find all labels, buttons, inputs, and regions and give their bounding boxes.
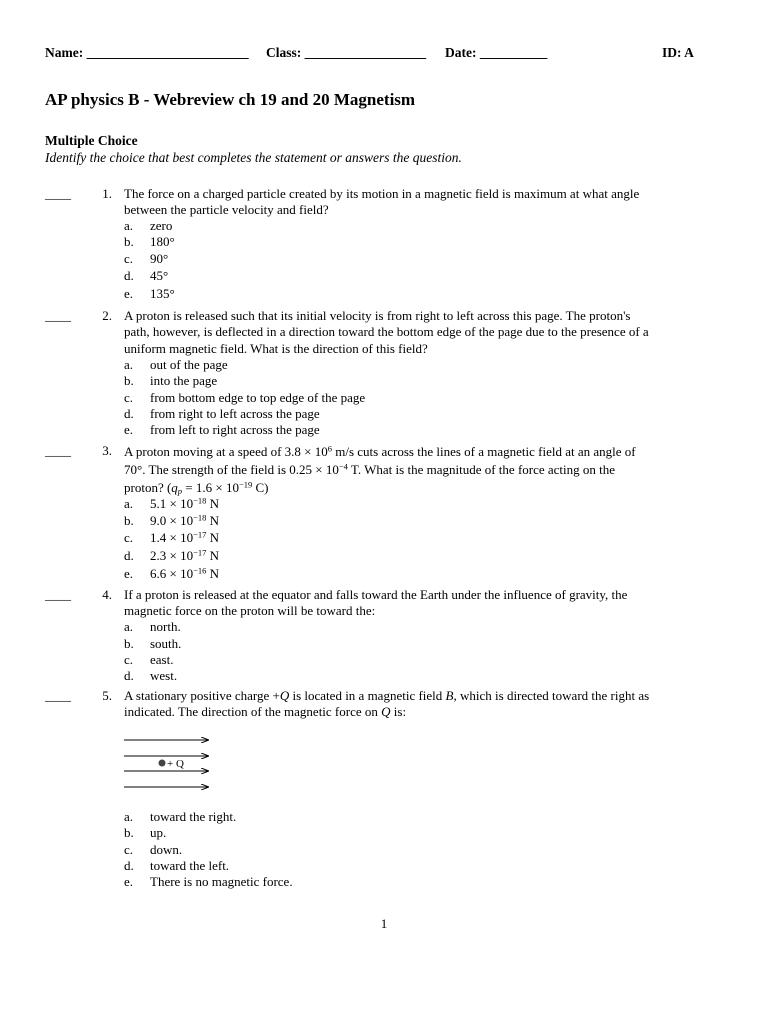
class-field — [266, 45, 426, 61]
option-letter: e. — [124, 874, 134, 889]
question-stem — [124, 186, 724, 219]
option — [124, 652, 173, 668]
option — [124, 874, 293, 890]
exponent: −17 — [193, 529, 207, 540]
stem-text: indicated. The direction of the magnetic force on — [124, 704, 382, 720]
stem-text: is located in a magnetic field — [289, 688, 446, 703]
stem-line: uniform magnetic field. What is the direction of this field? — [124, 340, 428, 356]
option-text: 9.0 × 10 — [150, 513, 194, 528]
option-text: down. — [150, 842, 183, 857]
option — [124, 234, 175, 250]
option — [124, 422, 320, 438]
magnetic-field-figure — [120, 732, 220, 802]
exponent: −18 — [193, 512, 207, 523]
unit: N — [206, 496, 220, 511]
option-letter: d. — [124, 548, 134, 563]
option-letter: b. — [124, 825, 134, 840]
option-text: from bottom edge to top edge of the page — [150, 390, 366, 405]
date-label: Date: — [445, 45, 477, 60]
page-number: 1 — [380, 916, 388, 931]
stem-line: path, however, is deflected in a direction toward the bottom edge of the page due to the presence of a — [124, 324, 649, 340]
option-letter: a. — [124, 809, 134, 824]
stem-line — [124, 688, 724, 704]
option-letter: b. — [124, 636, 134, 651]
option — [124, 496, 219, 512]
option — [124, 218, 172, 234]
option-text: east. — [150, 652, 174, 667]
answer-blank: ____ — [45, 186, 71, 201]
option-text: out of the page — [150, 357, 228, 372]
option — [124, 825, 166, 841]
option-text: into the page — [150, 373, 218, 388]
stem-line: A proton is released such that its initial velocity is from right to left across this page. The proton's — [124, 308, 631, 323]
exponent: −18 — [193, 495, 207, 506]
option-text: south. — [150, 636, 182, 651]
option — [124, 373, 217, 389]
question-number: 2. — [102, 308, 112, 323]
class-line: __________________ — [304, 45, 427, 60]
option-text: 6.6 × 10 — [150, 566, 194, 581]
option-letter: e. — [124, 286, 134, 301]
option-text: zero — [150, 218, 173, 233]
option-letter: c. — [124, 251, 134, 266]
exponent: −16 — [193, 565, 207, 576]
option-text: 5.1 × 10 — [150, 496, 194, 511]
stem-text: proton? ( — [124, 480, 172, 495]
question-stem — [124, 443, 724, 496]
charge-symbol: q — [171, 480, 178, 495]
unit: N — [206, 513, 220, 528]
option — [124, 268, 168, 284]
stem-text: A proton moving at a speed of 3.8 × 10 — [124, 444, 328, 459]
exponent: −19 — [238, 479, 253, 490]
option-text: north. — [150, 619, 181, 634]
question-stem — [124, 587, 724, 620]
stem-text: 70°. The strength of the field is 0.25 × 10 — [124, 462, 339, 477]
charge-symbol: Q — [279, 688, 290, 703]
question-stem — [124, 308, 724, 357]
option — [124, 858, 229, 874]
option — [124, 513, 219, 529]
exponent: −4 — [338, 461, 348, 472]
stem-text: A stationary positive charge + — [124, 688, 280, 703]
stem-text: , which is directed toward the right as — [453, 688, 650, 703]
option-letter: b. — [124, 373, 134, 388]
unit: N — [206, 530, 220, 545]
option-letter: d. — [124, 858, 134, 873]
option-letter: c. — [124, 842, 134, 857]
option — [124, 566, 219, 582]
option-letter: e. — [124, 566, 134, 581]
option — [124, 842, 182, 858]
question-number: 1. — [102, 186, 112, 201]
option-letter: d. — [124, 268, 134, 283]
option-letter: a. — [124, 619, 134, 634]
option-letter: e. — [124, 422, 134, 437]
stem-text: is: — [390, 704, 407, 720]
option-text: toward the left. — [150, 858, 230, 873]
exponent: 6 — [327, 443, 332, 454]
option — [124, 390, 365, 406]
option — [124, 251, 168, 267]
charge-label: + Q — [167, 758, 184, 770]
question-number: 5. — [102, 688, 112, 703]
option-letter: c. — [124, 390, 134, 405]
option — [124, 406, 320, 422]
option-text: from left to right across the page — [150, 422, 320, 437]
stem-text: = 1.6 × 10 — [182, 480, 239, 495]
question-stem — [124, 688, 724, 721]
option — [124, 286, 175, 302]
option-text: toward the right. — [150, 809, 237, 824]
answer-blank: ____ — [45, 587, 71, 602]
name-line: ________________________ — [86, 45, 249, 60]
id-label: ID: A — [662, 45, 694, 60]
option-text: There is no magnetic force. — [150, 874, 293, 889]
stem-line — [124, 479, 724, 496]
section-heading: Multiple Choice — [45, 133, 138, 148]
option-letter: a. — [124, 357, 134, 372]
stem-line: between the particle velocity and field? — [124, 202, 329, 218]
stem-line — [124, 443, 724, 461]
answer-blank: ____ — [45, 308, 71, 323]
charge-dot — [159, 760, 166, 767]
field-symbol: B — [445, 688, 454, 703]
stem-text: m/s cuts across the lines of a magnetic field at an angle of — [332, 444, 636, 459]
option — [124, 809, 236, 825]
option-letter: d. — [124, 668, 134, 683]
stem-line: The force on a charged particle created by its motion in a magnetic field is maximum at what angle — [124, 186, 640, 201]
stem-line: If a proton is released at the equator and falls toward the Earth under the influence of gravity, the — [124, 587, 628, 602]
unit: N — [206, 548, 220, 563]
date-field — [445, 45, 547, 61]
answer-blank: ____ — [45, 443, 71, 458]
answer-blank: ____ — [45, 688, 71, 703]
option — [124, 548, 219, 564]
instructions: Identify the choice that best completes the statement or answers the question. — [45, 150, 462, 165]
name-field — [45, 45, 249, 61]
option — [124, 668, 177, 684]
charge-symbol: Q — [381, 704, 391, 720]
option-text: 135° — [150, 286, 175, 301]
question-number: 4. — [102, 587, 112, 602]
option-text: 1.4 × 10 — [150, 530, 194, 545]
stem-line — [124, 704, 724, 720]
option — [124, 530, 219, 546]
question-number: 3. — [102, 443, 112, 458]
stem-line — [124, 461, 724, 479]
date-line: __________ — [479, 45, 548, 60]
option — [124, 619, 181, 635]
option-letter: d. — [124, 406, 134, 421]
option-letter: b. — [124, 234, 134, 249]
option-letter: c. — [124, 652, 134, 667]
option-letter: c. — [124, 530, 134, 545]
class-label: Class: — [266, 45, 302, 60]
option-letter: a. — [124, 218, 134, 233]
option-text: 45° — [150, 268, 169, 283]
option-text: 90° — [150, 251, 169, 266]
unit: N — [206, 566, 220, 581]
option-letter: b. — [124, 513, 134, 528]
name-label: Name: — [45, 45, 84, 60]
option-letter: a. — [124, 496, 134, 511]
option-text: up. — [150, 825, 167, 840]
subscript: p — [177, 486, 183, 496]
option-text: from right to left across the page — [150, 406, 320, 421]
option-text: 180° — [150, 234, 175, 249]
option-text: 2.3 × 10 — [150, 548, 194, 563]
stem-text: T. What is the magnitude of the force acting on the — [347, 462, 616, 477]
exponent: −17 — [193, 547, 207, 558]
stem-text: C) — [252, 480, 269, 495]
option — [124, 636, 181, 652]
option — [124, 357, 228, 373]
stem-line: magnetic force on the proton will be toward the: — [124, 603, 376, 619]
option-text: west. — [150, 668, 178, 683]
page-title: AP physics B - Webreview ch 19 and 20 Magnetism — [45, 90, 416, 109]
